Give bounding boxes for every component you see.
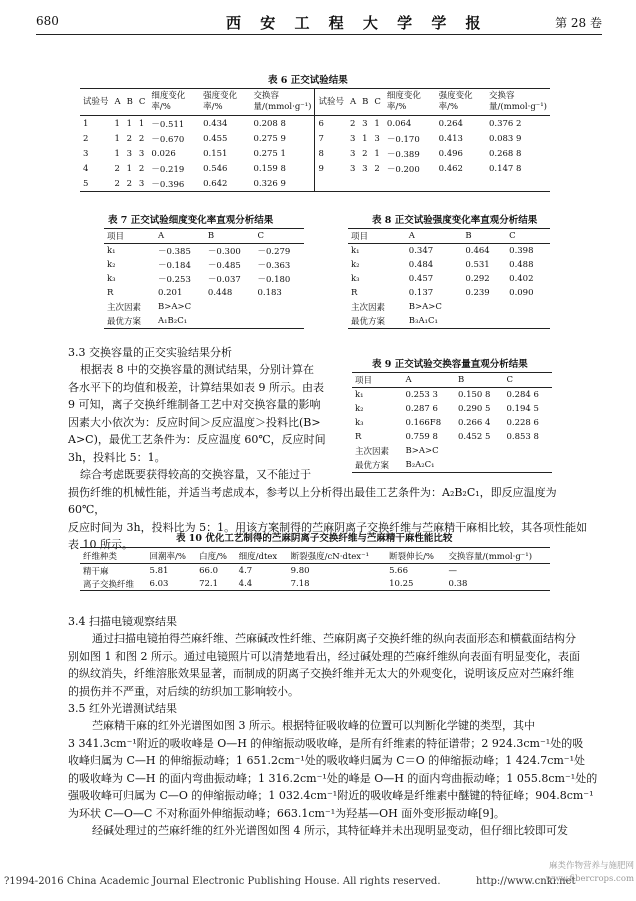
t9-row xyxy=(352,388,552,403)
para-line: 经碱处理过的苎麻纤维的红外光谱图如图 4 所示，其特征峰并未出现明显变动，但仔细比较即可发 xyxy=(92,824,568,837)
t8-cell: 0.402 xyxy=(509,274,534,284)
t6-cell: 2 xyxy=(350,118,356,129)
t7-cell xyxy=(254,300,304,314)
t10-h-exchange: 交换容量/(mmol·g⁻¹) xyxy=(446,548,550,564)
table8-body xyxy=(348,244,550,329)
t8-h-b: B xyxy=(462,229,506,244)
t8-cell: 0.239 xyxy=(465,288,490,298)
t7-cell: 0.201 xyxy=(158,288,183,298)
t6-cell: 2 xyxy=(138,163,145,174)
t7-cell: R xyxy=(107,288,114,298)
para-line: 的损伤并不严重，对后续的纺织加工影响较小。 xyxy=(68,684,299,698)
t6-cell xyxy=(436,176,486,192)
t10-cell: 6.03 xyxy=(149,578,169,589)
t6-cell: 1 xyxy=(126,163,133,174)
t6-cell: 1 xyxy=(114,118,120,129)
t7-cell: －0.363 xyxy=(257,261,291,271)
t9-cell: k₃ xyxy=(355,418,364,428)
t6-cell: 3 xyxy=(126,148,133,159)
t8-cell: 0.488 xyxy=(509,260,534,270)
t6-cell: 0.275 9 xyxy=(253,133,286,144)
t7-cell: －0.485 xyxy=(207,261,241,271)
t9-h-a: A xyxy=(402,373,455,388)
section-3-4-body xyxy=(68,630,598,700)
table9-caption: 表 9 正交试验交换容量直观分析结果 xyxy=(372,359,528,370)
t9-cell: B>A>C xyxy=(405,446,439,456)
t6-cell: 2 xyxy=(126,178,133,189)
t8-cell: B>A>C xyxy=(408,302,442,312)
t6-cell: 1 xyxy=(83,118,89,129)
t8-row xyxy=(348,286,550,300)
t6-row xyxy=(80,116,550,132)
t8-cell: 0.137 xyxy=(408,288,434,298)
t9-cell: 0.228 6 xyxy=(506,418,539,428)
t6-cell: 8 xyxy=(315,146,347,161)
t7-row xyxy=(104,300,304,314)
t9-row xyxy=(352,444,552,458)
section-3-5-body xyxy=(68,717,598,840)
section-3-3-heading: 3.3 交换容量的正交实验结果分析 xyxy=(68,346,232,359)
t9-cell: k₁ xyxy=(355,390,364,400)
t6-row xyxy=(80,146,550,161)
t6-cell: 3 xyxy=(350,148,356,159)
t7-cell: 0.183 xyxy=(257,288,282,298)
t7-h-c: C xyxy=(254,229,304,244)
t6-cell: 3 xyxy=(362,118,368,129)
t8-row xyxy=(348,300,550,314)
t9-cell: R xyxy=(355,432,362,442)
t8-row xyxy=(348,272,550,286)
t6-cell: 1 xyxy=(362,133,368,144)
t7-row xyxy=(104,314,304,329)
table10 xyxy=(80,547,550,591)
t9-row xyxy=(352,402,552,416)
t9-row xyxy=(352,416,552,430)
t7-row xyxy=(104,272,304,286)
t6-cell: 1 xyxy=(138,118,145,129)
t7-cell xyxy=(205,300,255,314)
t6-h-c-2: C xyxy=(371,89,384,116)
t8-cell: B₃A₁C₁ xyxy=(408,316,438,326)
t6-cell: 1 xyxy=(114,133,120,144)
t10-h-fineness: 细度/dtex xyxy=(236,548,288,564)
t10-cell: 0.38 xyxy=(448,578,468,589)
t6-h-strength-2: 强度变化率/% xyxy=(436,89,486,116)
t6-cell xyxy=(359,176,371,192)
t8-row xyxy=(348,258,550,272)
t6-cell: 0.275 1 xyxy=(253,148,286,159)
para-line: 别如图 1 和图 2 所示。通过电镜照片可以清楚地看出，经过碱处理的苎麻纤维纵向表面有明显变化，表面 xyxy=(68,649,580,663)
table7-caption: 表 7 正交试验细度变化率直观分析结果 xyxy=(108,215,274,226)
t9-cell xyxy=(455,458,504,473)
t6-cell: 1 xyxy=(374,148,380,159)
t8-cell: 0.292 xyxy=(465,274,490,284)
t6-cell: 0.264 xyxy=(438,118,463,129)
t8-cell xyxy=(462,314,506,329)
t6-cell xyxy=(315,176,347,192)
table7-body xyxy=(104,244,304,329)
t9-cell: 0.452 5 xyxy=(457,432,491,442)
t6-cell xyxy=(486,176,550,192)
table10-caption: 表 10 优化工艺制得的苎麻阴离子交换纤维与苎麻精干麻性能比较 xyxy=(176,533,453,544)
t9-cell: 0.284 6 xyxy=(506,390,539,400)
t6-cell: 0.413 xyxy=(438,133,463,144)
t10-h-regain: 回潮率/% xyxy=(147,548,197,564)
page-header xyxy=(36,12,602,35)
t6-h-c: C xyxy=(136,89,149,116)
t10-cell: 4.4 xyxy=(238,578,253,589)
t6-cell: 0.326 9 xyxy=(253,178,286,189)
t9-cell: 最优方案 xyxy=(355,461,390,471)
t9-cell: 主次因素 xyxy=(355,447,390,457)
para-line: 的纵纹消失，纤维溶胀效果显著，而制成的阴离子交换纤维并无太大的外观变化，说明该反应对苎麻纤维 xyxy=(68,667,574,680)
t6-cell: 0.083 9 xyxy=(488,133,522,144)
t10-cell: 精干麻 xyxy=(83,566,109,577)
t10-row xyxy=(80,577,550,591)
t7-cell: －0.385 xyxy=(158,247,191,257)
t6-cell: 0.026 xyxy=(151,148,176,159)
para-line: 因素大小依次为：反应时间＞反应温度＞投料比(B> xyxy=(68,415,321,429)
para-line: 各水平下的均值和极差，计算结果如表 9 所示。由表 xyxy=(68,380,324,394)
copyright-text: ?1994-2016 China Academic Journal Electronic Publishing House. All rights reserved. xyxy=(4,876,441,887)
table6-caption: 表 6 正交试验结果 xyxy=(268,75,348,86)
t9-h-b: B xyxy=(455,373,504,388)
t6-cell: －0.389 xyxy=(386,149,420,160)
para-line: 3 341.3cm⁻¹附近的吸收峰是 O—H 的伸缩振动吸收峰，是所有纤维素的特征谱带；2 924.3cm⁻¹处的吸 xyxy=(68,736,584,750)
t6-row xyxy=(80,131,550,146)
t6-cell: －0.670 xyxy=(151,134,185,145)
t10-row xyxy=(80,564,550,578)
t7-cell xyxy=(254,314,304,329)
t8-cell: 0.464 xyxy=(465,246,490,256)
t10-cell: 5.81 xyxy=(149,565,169,576)
t7-cell: 最优方案 xyxy=(107,317,142,327)
t6-row xyxy=(80,161,550,176)
t8-cell: 最优方案 xyxy=(351,317,386,327)
t6-row xyxy=(80,176,550,192)
t6-h-a: A xyxy=(112,89,124,116)
t6-cell: 1 xyxy=(126,118,133,129)
t8-cell: k₁ xyxy=(351,246,360,256)
t6-cell: 0.147 8 xyxy=(488,163,522,174)
t6-cell: 0.376 2 xyxy=(488,118,522,129)
t8-cell xyxy=(506,314,550,329)
t6-cell: 2 xyxy=(114,163,120,174)
para-line: 苎麻精干麻的红外光谱图如图 3 所示。根据特征吸收峰的位置可以判断化学键的类型，其中 xyxy=(92,719,535,732)
t8-cell: 0.457 xyxy=(408,274,434,284)
para-line: 通过扫描电镜拍得苎麻纤维、苎麻碱改性纤维、苎麻阴离子交换纤维的纵向表面形态和横截面结构分 xyxy=(92,632,576,645)
t8-cell: R xyxy=(351,288,358,298)
section-3-5-heading: 3.5 红外光谱测试结果 xyxy=(68,702,177,715)
section-3-3-body-narrow xyxy=(68,361,340,484)
t6-h-strength: 强度变化率/% xyxy=(200,89,250,116)
para-line: 3h，投料比 5：1。 xyxy=(68,450,166,464)
t7-cell: k₃ xyxy=(107,274,116,284)
t7-cell: k₂ xyxy=(107,260,116,270)
t9-cell: 0.853 8 xyxy=(506,432,539,442)
t7-cell xyxy=(205,314,255,329)
t9-cell: 0.253 3 xyxy=(405,390,438,400)
section-3-4-heading: 3.4 扫描电镜观察结果 xyxy=(68,615,177,628)
t6-cell: 1 xyxy=(374,118,380,129)
t8-h-item: 项目 xyxy=(348,229,406,244)
table7 xyxy=(104,228,304,329)
t6-cell: 2 xyxy=(362,148,368,159)
t6-cell: 3 xyxy=(138,178,145,189)
t6-cell: 0.434 xyxy=(203,118,228,129)
t8-cell: 0.531 xyxy=(465,260,490,270)
t10-h-whiteness: 白度/% xyxy=(196,548,236,564)
footer-url: http://www.cnki.net xyxy=(476,876,576,887)
t10-cell: 72.1 xyxy=(199,578,218,589)
page-number: 680 xyxy=(36,14,59,28)
para-line: 根据表 8 中的交换容量的测试结果，分别计算在 xyxy=(80,363,314,376)
watermark: 麻类作物营养与施肥网 www.fibercrops.com xyxy=(545,861,634,884)
t6-h-a-2: A xyxy=(347,89,359,116)
t8-cell xyxy=(462,300,506,314)
table9-body xyxy=(352,388,552,473)
para-line: 收峰归属为 C—H 的伸缩振动峰；1 651.2cm⁻¹处的吸收峰归属为 C＝O 的伸缩振动峰；1 424.7cm⁻¹处 xyxy=(68,754,586,767)
t6-cell: 0.268 8 xyxy=(488,148,522,159)
t6-h-fineness-2: 细度变化率/% xyxy=(384,89,436,116)
t7-row xyxy=(104,286,304,300)
table6-body xyxy=(80,116,550,192)
t6-cell: 2 xyxy=(126,133,133,144)
t6-cell: 2 xyxy=(138,133,145,144)
t10-cell: 4.7 xyxy=(238,565,253,576)
para-line: 损伤纤维的机械性能，并适当考虑成本，参考以上分析得出最佳工艺条件为：A₂B₂C₁，即反应温度为 60℃， xyxy=(68,485,557,516)
t9-cell: 0.166F8 xyxy=(405,418,442,428)
t7-cell: －0.037 xyxy=(207,275,241,285)
t8-cell: 主次因素 xyxy=(351,303,386,313)
t6-h-exchange-2: 交换容量/(mmol·g⁻¹) xyxy=(486,89,550,116)
t6-cell: 3 xyxy=(350,133,356,144)
t6-cell xyxy=(347,176,359,192)
t6-cell: 3 xyxy=(138,148,145,159)
t8-cell: 0.398 xyxy=(509,246,534,256)
t7-cell: B>A>C xyxy=(158,302,192,312)
t9-cell: B₂A₂C₁ xyxy=(405,460,435,470)
t8-cell xyxy=(506,300,550,314)
t9-row xyxy=(352,458,552,473)
t6-h-trial: 试验号 xyxy=(80,89,112,116)
t8-cell: k₂ xyxy=(351,260,360,270)
t9-cell: 0.150 8 xyxy=(457,390,491,400)
t7-h-a: A xyxy=(155,229,205,244)
t6-cell: 2 xyxy=(83,133,89,144)
t10-cell: 66.0 xyxy=(199,565,218,576)
t6-cell: 3 xyxy=(350,163,356,174)
t8-row xyxy=(348,244,550,259)
para-line: 的吸收峰为 C—H 的面内弯曲振动峰；1 316.2cm⁻¹处的峰是 O—H 的面内弯曲振动峰；1 055.8cm⁻¹处的 xyxy=(68,771,598,785)
journal-title: 西 安 工 程 大 学 学 报 xyxy=(226,14,488,32)
para-line: 表 10 所示。 xyxy=(68,538,133,551)
t10-cell: 9.80 xyxy=(290,565,310,576)
t6-cell: 5 xyxy=(83,178,89,189)
t9-cell xyxy=(503,458,552,473)
t7-cell: 0.448 xyxy=(207,288,233,298)
t9-h-c: C xyxy=(503,373,552,388)
t8-cell: 0.347 xyxy=(408,246,434,256)
t6-cell: 0.064 xyxy=(386,118,412,129)
t6-h-fineness: 细度变化率/% xyxy=(148,89,200,116)
t9-cell xyxy=(455,444,504,458)
t6-cell: 6 xyxy=(315,116,347,132)
t10-cell: 离子交换纤维 xyxy=(83,579,135,590)
t10-cell: 7.18 xyxy=(290,578,310,589)
t7-row xyxy=(104,244,304,259)
t6-cell: 7 xyxy=(315,131,347,146)
t6-cell: －0.396 xyxy=(151,179,185,190)
t10-cell: — xyxy=(448,565,458,576)
t6-cell: 0.546 xyxy=(203,163,228,174)
t6-h-b: B xyxy=(124,89,136,116)
t6-cell: 0.642 xyxy=(203,178,228,189)
t6-cell: 3 xyxy=(83,148,89,159)
table8 xyxy=(348,228,550,329)
t6-cell: 1 xyxy=(114,148,120,159)
t9-cell: 0.759 8 xyxy=(405,432,438,442)
t9-cell: k₂ xyxy=(355,404,364,414)
t6-h-trial-2: 试验号 xyxy=(315,89,347,116)
t7-cell: －0.279 xyxy=(257,247,291,257)
t6-cell xyxy=(371,176,384,192)
t8-cell: k₃ xyxy=(351,274,360,284)
t6-cell: 0.159 8 xyxy=(253,163,286,174)
para-line: 9 可知，离子交换纤维制备工艺中对交换容量的影响 xyxy=(68,398,321,411)
t6-cell xyxy=(384,176,436,192)
table10-body xyxy=(80,564,550,591)
t8-h-a: A xyxy=(406,229,463,244)
para-line: 反应时间为 3h，投料比为 5：1。用该方案制得的苎麻阴离子交换纤维与苎麻精干麻相比较，其各项性能如 xyxy=(68,520,588,534)
t6-h-b-2: B xyxy=(359,89,371,116)
t7-cell: －0.184 xyxy=(158,261,191,271)
t6-cell: 0.208 8 xyxy=(253,118,286,129)
t6-cell: 2 xyxy=(114,178,120,189)
t10-cell: 5.66 xyxy=(389,565,408,576)
t8-row xyxy=(348,314,550,329)
t6-cell: 2 xyxy=(374,163,380,174)
t7-row xyxy=(104,258,304,272)
t9-cell: 0.287 6 xyxy=(405,404,438,414)
t8-h-c: C xyxy=(506,229,550,244)
t7-h-b: B xyxy=(205,229,255,244)
t7-cell: －0.180 xyxy=(257,275,291,285)
t6-cell: －0.511 xyxy=(151,119,185,130)
t6-cell: 0.496 xyxy=(438,148,463,159)
t6-cell: 3 xyxy=(374,133,380,144)
t6-cell: 0.455 xyxy=(203,133,228,144)
t10-cell: 10.25 xyxy=(389,578,414,589)
t6-cell: －0.219 xyxy=(151,164,185,175)
t8-cell: 0.090 xyxy=(509,288,534,298)
t7-h-item: 项目 xyxy=(104,229,155,244)
t6-cell: 9 xyxy=(315,161,347,176)
t6-h-exchange: 交换容量/(mmol·g⁻¹) xyxy=(251,89,315,116)
table6 xyxy=(80,88,550,192)
t8-cell: 0.484 xyxy=(408,260,434,270)
t6-cell: －0.170 xyxy=(386,134,420,145)
t6-cell: －0.200 xyxy=(386,164,420,175)
t7-cell: －0.253 xyxy=(158,275,191,285)
t7-cell: －0.300 xyxy=(207,247,241,257)
t10-h-elongation: 断裂伸长/% xyxy=(386,548,445,564)
t10-h-strength: 断裂强度/cN·dtex⁻¹ xyxy=(288,548,386,564)
t9-row xyxy=(352,430,552,444)
t10-h-type: 纤维种类 xyxy=(80,548,147,564)
para-line: 为环状 C—O—C 不对称面外伸缩振动峰；663.1cm⁻¹为羟基—OH 面外变形振动峰[9]。 xyxy=(68,806,505,820)
t9-cell: 0.194 5 xyxy=(506,404,539,414)
t7-cell: A₁B₂C₁ xyxy=(158,316,188,326)
t9-h-item: 项目 xyxy=(352,373,402,388)
t6-cell: 3 xyxy=(362,163,368,174)
t6-cell: 4 xyxy=(83,163,89,174)
t7-cell: k₁ xyxy=(107,246,116,256)
para-line: 强吸收峰可归属为 C—O 的伸缩振动峰；1 032.4cm⁻¹附近的吸收峰是纤维素中醚键的特征峰；904.8cm⁻¹ xyxy=(68,789,594,802)
t9-cell: 0.266 4 xyxy=(457,418,491,428)
volume-label: 第 28 卷 xyxy=(555,16,602,30)
t7-cell: 主次因素 xyxy=(107,303,142,313)
table9 xyxy=(352,372,552,473)
para-line: 综合考虑既要获得较高的交换容量，又不能过于 xyxy=(80,468,311,481)
para-line: A>C)，最优工艺条件为：反应温度 60℃，反应时间 xyxy=(68,433,326,446)
t6-cell: 0.151 xyxy=(203,148,228,159)
t6-cell: 0.462 xyxy=(438,163,463,174)
t9-cell: 0.290 5 xyxy=(457,404,491,414)
table8-caption: 表 8 正交试验强度变化率直观分析结果 xyxy=(372,215,538,226)
t9-cell xyxy=(503,444,552,458)
